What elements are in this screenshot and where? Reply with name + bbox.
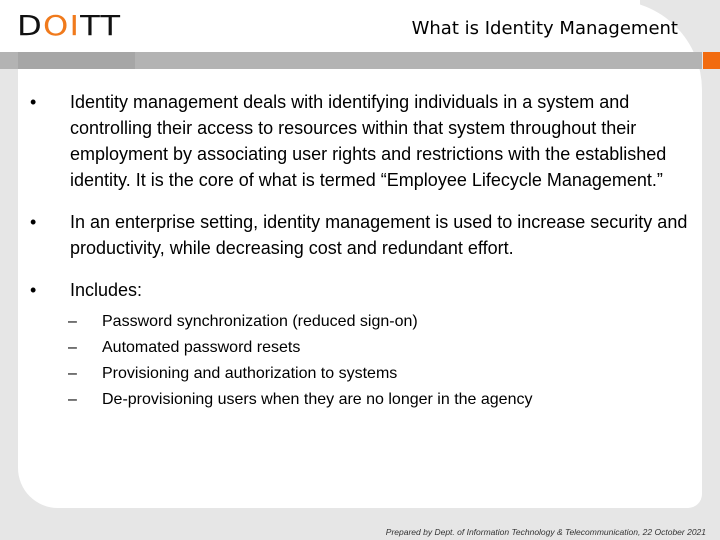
sub-item-text: De-provisioning users when they are no longer in the agency (102, 391, 533, 408)
dash-icon: – (68, 365, 77, 382)
bullet-item (30, 277, 690, 303)
doitt-logo (17, 11, 121, 41)
sub-item-text: Provisioning and authorization to systems (102, 365, 398, 382)
header-band-dark-segment (18, 52, 135, 69)
sub-item-text: Automated password resets (102, 339, 301, 356)
slide-content (30, 89, 690, 413)
bullet-item (30, 89, 690, 193)
logo-text-d: D (17, 9, 43, 42)
bullet-icon: • (30, 92, 37, 112)
header-band-accent (703, 52, 720, 69)
sub-item-text: Password synchronization (reduced sign-on) (102, 313, 418, 330)
dash-icon: – (68, 339, 77, 356)
sub-list (30, 309, 690, 413)
sub-item (30, 387, 690, 413)
bullet-text: Includes: (70, 280, 143, 300)
bullet-icon: • (30, 280, 37, 300)
slide-title: What is Identity Management (411, 18, 678, 39)
bullet-text: In an enterprise setting, identity management is used to increase security and productivity, while decreasing cost and redundant effort. (70, 212, 688, 258)
sub-item (30, 309, 690, 335)
logo-text-oi: OI (42, 9, 81, 42)
logo-text-tt: TT (80, 9, 122, 42)
bullet-item (30, 209, 690, 261)
dash-icon: – (68, 391, 77, 408)
bullet-text: Identity management deals with identifying individuals in a system and controlling their access to resources within that system throughout their employment by associating user rights and restrictions with the established identity. It is the core of what is termed “Employee Lifecycle Management.” (70, 92, 667, 190)
bullet-icon: • (30, 212, 37, 232)
sub-item (30, 335, 690, 361)
footer-credit: Prepared by Dept. of Information Technology & Telecommunication, 22 October 2021 (385, 527, 706, 537)
sub-item (30, 361, 690, 387)
dash-icon: – (68, 313, 77, 330)
